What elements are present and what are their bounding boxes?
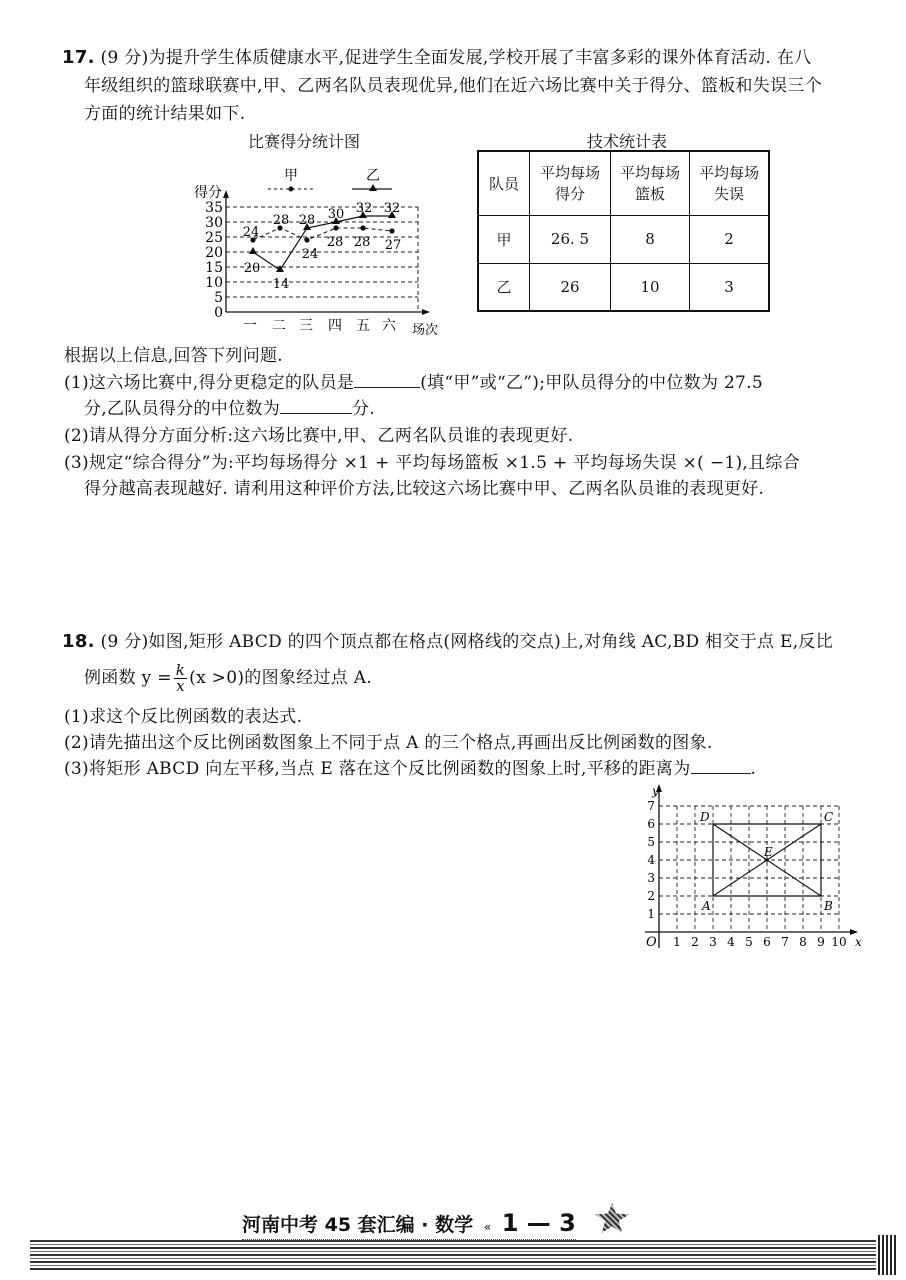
table-row	[478, 215, 769, 263]
legend-yi-triangle-icon	[369, 184, 377, 191]
legend-yi-label: 乙	[366, 168, 380, 184]
answer-blank-2[interactable]	[280, 399, 352, 414]
coordinate-grid-figure	[635, 780, 865, 955]
grid-y-tick: 7	[647, 799, 655, 813]
series-yi-points	[249, 211, 396, 272]
x-tick: 一	[243, 318, 257, 334]
series-jia-line	[253, 228, 392, 240]
y-tick: 20	[205, 245, 223, 261]
grid-x-tick: 1	[673, 935, 681, 949]
y-tick: 25	[205, 230, 223, 246]
q17-text-2: 年级组织的篮球联赛中,甲、乙两名队员表现优异,他们在近六场比赛中关于得分、篮板和失误三个	[84, 76, 823, 96]
footer-logo-icon	[595, 1203, 629, 1233]
q17-sub1-cont: 分,乙队员得分的中位数为 分.	[84, 399, 376, 419]
x-axis-arrow-icon	[422, 309, 430, 315]
x-tick: 三	[299, 318, 313, 334]
jia-label: 27	[384, 238, 402, 253]
footer-marks: «	[483, 1220, 492, 1234]
q17-number: 17.	[62, 47, 95, 68]
grid-x-tick: 2	[691, 935, 699, 949]
grid-origin-label: O	[646, 935, 657, 950]
y-tick: 15	[205, 260, 223, 276]
header-avg-points: 平均每场 得分	[530, 151, 611, 215]
q17-line-3	[84, 103, 245, 125]
q18-line-2: 例函数 y = $\frac{k}{x}$ (x >0)的图象经过点 A.	[84, 661, 373, 695]
answer-blank-3[interactable]	[691, 759, 751, 774]
yi-label: 32	[355, 201, 373, 216]
cell: 26. 5	[530, 215, 611, 263]
point-a-label: A	[702, 899, 711, 913]
grid-y-tick: 1	[647, 907, 655, 921]
cell: 3	[690, 263, 770, 311]
answer-blank-1[interactable]	[354, 373, 420, 388]
yi-label: 30	[327, 207, 345, 222]
y-axis-label: 得分	[194, 185, 222, 201]
q17-prompt: 根据以上信息,回答下列问题.	[64, 346, 284, 366]
jia-label: 24	[301, 247, 319, 262]
grid-x-tick: 5	[745, 935, 753, 949]
grid-y-tick: 6	[647, 817, 655, 831]
score-line-chart	[180, 160, 455, 340]
q18-sub1: (1)求这个反比例函数的表达式.	[64, 707, 303, 727]
q17-sub2: (2)请从得分方面分析:这六场比赛中,甲、乙两名队员谁的表现更好.	[64, 426, 574, 446]
cell: 乙	[478, 263, 530, 311]
page-number: 1 — 3	[501, 1209, 576, 1237]
grid-y-tick: 4	[647, 853, 655, 867]
jia-label: 24	[242, 225, 260, 240]
cell: 甲	[478, 215, 530, 263]
x-tick: 二	[272, 318, 286, 334]
header-avg-turnovers: 平均每场 失误	[690, 151, 770, 215]
q17-text-1: (9 分)为提升学生体质健康水平,促进学生全面发展,学校开展了丰富多彩的课外体育活动. 在八	[100, 48, 812, 68]
q17-sub3: (3)规定“综合得分”为:平均每场得分 ×1 + 平均每场篮板 ×1.5 + 平均每场失误 ×( −1),且综合	[64, 453, 801, 473]
tech-stats-table	[477, 150, 770, 312]
legend-jia-label: 甲	[284, 168, 298, 184]
point-b-label: B	[824, 899, 833, 913]
jia-label: 28	[272, 213, 290, 228]
q18-sub2: (2)请先描出这个反比例函数图象上不同于点 A 的三个格点,再画出反比例函数的图象.	[64, 733, 713, 753]
jia-label: 28	[326, 235, 344, 250]
cell: 2	[690, 215, 770, 263]
grid-x-tick: 3	[709, 935, 717, 949]
grid-x-label: x	[855, 935, 862, 949]
y-axis-arrow-icon	[223, 190, 229, 198]
q18-line-1	[62, 631, 833, 653]
grid-x-tick: 7	[781, 935, 789, 949]
table-header-row	[478, 151, 769, 215]
grid-lines	[659, 806, 839, 932]
q17-line-2	[84, 75, 822, 97]
grid-x-tick: 10	[831, 935, 847, 949]
q17-line-1	[62, 47, 811, 69]
y-tick: 10	[205, 275, 223, 291]
y-tick: 0	[214, 305, 223, 321]
header-player: 队员	[478, 151, 530, 215]
footer-title: 河南中考 45 套汇编 · 数学 « 1 — 3	[242, 1209, 576, 1240]
grid-x-tick: 8	[799, 935, 807, 949]
q18-sub3: (3)将矩形 ABCD 向左平移,当点 E 落在这个反比例函数的图象上时,平移的距离为 .	[64, 759, 757, 779]
point-e-label: E	[764, 845, 773, 859]
q18-number: 18.	[62, 631, 95, 652]
grid-y-tick: 3	[647, 871, 655, 885]
x-tick: 四	[328, 318, 342, 334]
grid-x-tick: 6	[763, 935, 771, 949]
x-axis-label: 场次	[412, 323, 439, 338]
fraction-k-over-x: $\frac{k}{x}$	[175, 661, 186, 695]
yi-label: 32	[383, 201, 401, 216]
yi-label: 14	[272, 277, 290, 292]
cell: 10	[611, 263, 690, 311]
grid-x-tick: 4	[727, 935, 735, 949]
header-avg-rebounds: 平均每场 篮板	[611, 151, 690, 215]
footer-decorative-lines	[30, 1240, 876, 1272]
chart-gridlines	[226, 207, 418, 312]
y-tick: 30	[205, 215, 223, 231]
table-row	[478, 263, 769, 311]
q18-text-1: (9 分)如图,矩形 ABCD 的四个顶点都在格点(网格线的交点)上,对角线 AC,BD 相交于点 E,反比	[100, 632, 834, 652]
q17-sub1: (1)这六场比赛中,得分更稳定的队员是 (填“甲”或“乙”);甲队员得分的中位数为 27.5	[64, 373, 763, 393]
q17-sub3-cont: 得分越高表现越好. 请利用这种评价方法,比较这六场比赛中甲、乙两名队员谁的表现更好.	[84, 479, 765, 499]
line-chart-title: 比赛得分统计图	[248, 132, 361, 151]
grid-x-tick: 9	[817, 935, 825, 949]
y-tick: 35	[205, 200, 223, 216]
grid-y-label: y	[652, 784, 659, 798]
x-tick: 六	[382, 318, 396, 334]
grid-y-tick: 2	[647, 889, 655, 903]
legend-jia-dot-icon	[289, 187, 294, 192]
cell: 8	[611, 215, 690, 263]
table-title: 技术统计表	[587, 132, 668, 151]
page-footer	[0, 1195, 906, 1280]
yi-label: 20	[243, 261, 261, 276]
q17-text-3: 方面的统计结果如下.	[84, 104, 246, 124]
grid-y-tick: 5	[647, 835, 655, 849]
y-tick: 5	[214, 290, 223, 306]
cell: 26	[530, 263, 611, 311]
x-tick: 五	[356, 318, 370, 334]
yi-label: 28	[298, 213, 316, 228]
jia-label: 28	[353, 235, 371, 250]
point-c-label: C	[824, 810, 834, 824]
footer-edge-lines	[878, 1235, 896, 1275]
point-d-label: D	[700, 810, 710, 824]
